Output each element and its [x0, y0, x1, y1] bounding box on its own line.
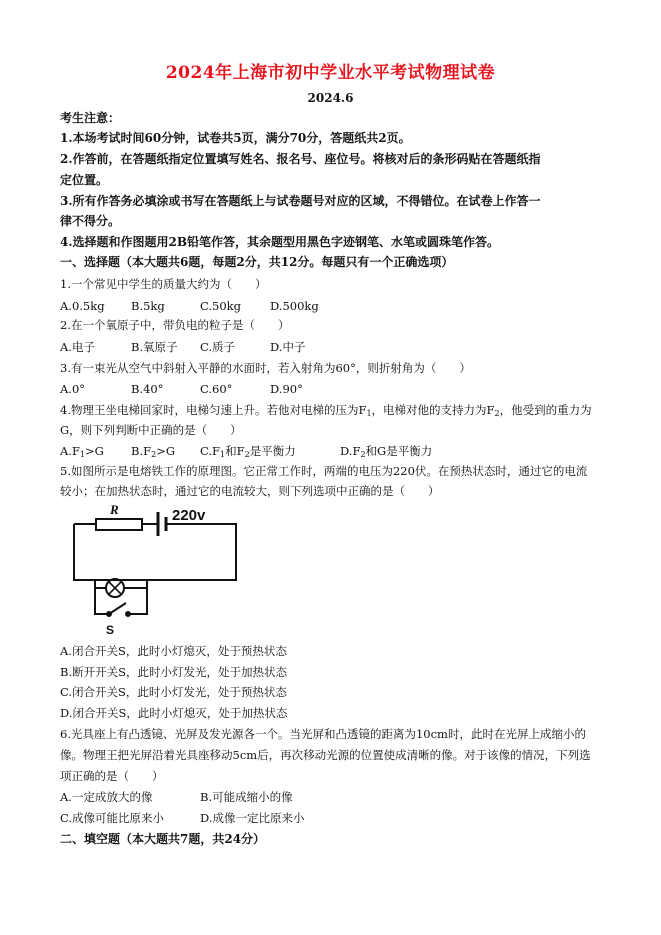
q5-option-b: B.断开开关S，此时小灯发光，处于加热状态 [60, 665, 287, 679]
q6-option-b: B.可能成缩小的像 [200, 790, 293, 804]
q3-option-c: C.60° [200, 382, 233, 396]
q4-option-b: $B.F_2>G$ [131, 444, 176, 459]
switch-label: S [106, 623, 115, 637]
notice-item-4: 4.选择题和作图题用2B铅笔作答，其余题型用黑色字迹钢笔、水笔或圆珠笔作答。 [60, 235, 500, 249]
q3-option-a: A.0° [60, 382, 86, 396]
q5-stem-line-2: 较小；在加热状态时，通过它的电流较大，则下列选项中正确的是（ ） [60, 484, 440, 498]
notice-item-2-cont: 定位置。 [60, 173, 109, 187]
notice-item-2: 2.作答前，在答题纸指定位置填写姓名、报名号、座位号。将核对后的条形码贴在答题纸指 [60, 152, 541, 166]
exam-date: 2024.6 [307, 91, 354, 105]
section-1-heading: 一、选择题（本大题共6题，每题2分，共12分。每题只有一个正确选项） [60, 255, 454, 269]
q2-option-a: A.电子 [60, 340, 95, 354]
q3-option-b: B.40° [131, 382, 164, 396]
q1-stem: 1.一个常见中学生的质量大约为（ ） [60, 277, 267, 291]
q2-option-b: B.氧原子 [131, 340, 178, 354]
q4-option-c: $C.F_1$和$F_2$是平衡力 [200, 444, 296, 459]
wire-switch-right [130, 588, 147, 614]
q1-option-a: A.0.5kg [60, 299, 105, 313]
q6-option-a: A.一定成放大的像 [60, 790, 153, 804]
q2-option-d: D.中子 [270, 340, 306, 354]
q6-stem-line-3: 项正确的是（ ） [60, 769, 164, 783]
q4-option-d: $D.F_2$和G是平衡力 [340, 444, 433, 459]
q5-stem-line-1: 5.如图所示是电熔铁工作的原理图。它正常工作时，两端的电压为220伏。在预热状态时，通过它的电流 [60, 464, 588, 478]
circuit-diagram [70, 500, 250, 640]
q6-option-c: C.成像可能比原来小 [60, 811, 165, 825]
notice-item-3-cont: 律不得分。 [60, 214, 121, 228]
resistor-label: R [110, 502, 119, 517]
q6-option-d: D.成像一定比原来小 [200, 811, 305, 825]
q6-stem-line-2: 像。物理王把光屏沿着光具座移动5cm后，再次移动光源的位置使成清晰的像。对于该像的情况，下列选 [60, 748, 591, 762]
q2-option-c: C.质子 [200, 340, 236, 354]
q5-option-d: D.闭合开关S，此时小灯熄灭，处于加热状态 [60, 706, 288, 720]
wire-switch-left [95, 588, 107, 614]
q4-stem-line-1: 4.物理王坐电梯回家时，电梯匀速上升。若他对电梯的压为$F_1$，电梯对他的支持力为$F_2$，他受到的重力为 [60, 403, 592, 418]
q4-option-a: $A.F_1>G$ [60, 444, 104, 459]
notice-heading: 考生注意： [60, 111, 121, 125]
resistor-symbol [96, 519, 142, 530]
notice-item-3: 3.所有作答务必填涂或书写在答题纸上与试卷题号对应的区域，不得错位。在试卷上作答一 [60, 194, 541, 208]
q3-stem: 3.有一束光从空气中斜射入平静的水面时，若入射角为60°，则折射角为（ ） [60, 361, 471, 375]
q5-option-a: A.闭合开关S，此时小灯熄灭，处于预热状态 [60, 644, 287, 658]
voltage-label: 220v [172, 507, 206, 524]
q2-stem: 2.在一个氧原子中，带负电的粒子是（ ） [60, 318, 290, 332]
q5-option-c: C.闭合开关S，此时小灯发光，处于预热状态 [60, 685, 287, 699]
q1-option-c: C.50kg [200, 299, 242, 313]
q1-option-d: D.500kg [270, 299, 319, 313]
q6-stem-line-1: 6.光具座上有凸透镜、光屏及发光源各一个。当光屏和凸透镜的距离为10cm时，此时在光屏上成缩小的 [60, 727, 586, 741]
switch-symbol [109, 603, 126, 614]
q1-option-b: B.5kg [131, 299, 165, 313]
q4-stem-line-2: G，则下列判断中正确的是（ ） [60, 423, 242, 437]
exam-title: 2024年上海市初中学业水平考试物理试卷 [165, 63, 496, 83]
section-2-heading: 二、填空题（本大题共7题，共24分） [60, 832, 266, 846]
notice-item-1: 1.本场考试时间60分钟，试卷共5页，满分70分，答题纸共2页。 [60, 131, 411, 145]
q3-option-d: D.90° [270, 382, 303, 396]
wire-loop [74, 524, 236, 580]
